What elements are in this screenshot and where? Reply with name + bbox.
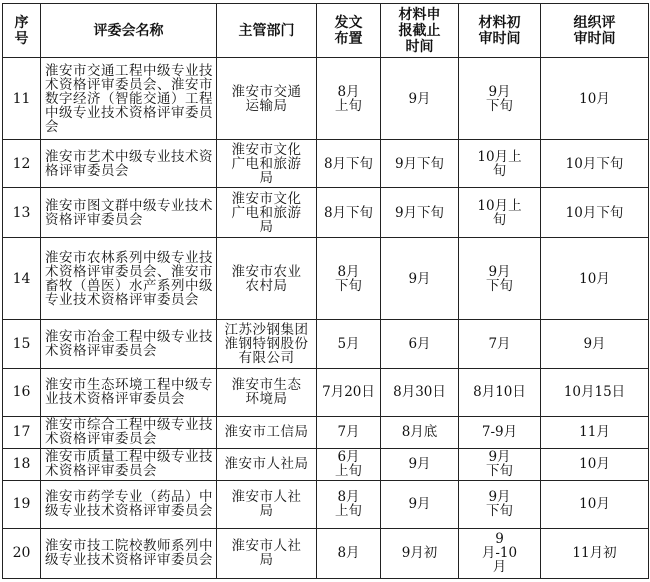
- row-review: 9月下旬: [459, 448, 541, 480]
- header-eval: 组织评审时间: [541, 4, 649, 58]
- row-issue: 7月20日: [317, 368, 381, 416]
- table-row: [3, 238, 649, 320]
- row-eval: 10月: [541, 58, 649, 140]
- row-review: 9月-10月: [459, 528, 541, 578]
- row-eval: 10月: [541, 448, 649, 480]
- row-review: 10月上旬: [459, 188, 541, 238]
- row-issue: 8月上旬: [317, 480, 381, 528]
- row-issue: 8月上旬: [317, 58, 381, 140]
- row-deadline: 9月: [381, 238, 459, 320]
- row-no: 18: [3, 448, 41, 480]
- row-review: 9月下旬: [459, 58, 541, 140]
- row-eval: 10月下旬: [541, 188, 649, 238]
- row-name: 淮安市药学专业（药品）中级专业技术资格评审委员会: [41, 480, 217, 528]
- table-row: [3, 368, 649, 416]
- row-no: 14: [3, 238, 41, 320]
- header-name: 评委会名称: [41, 4, 217, 58]
- table-row: [3, 480, 649, 528]
- row-dept: 淮安市人社局: [217, 480, 317, 528]
- row-no: 17: [3, 416, 41, 448]
- row-deadline: 8月30日: [381, 368, 459, 416]
- row-issue: 6月上旬: [317, 448, 381, 480]
- table-row: [3, 320, 649, 368]
- row-no: 13: [3, 188, 41, 238]
- header-review: 材料初审时间: [459, 4, 541, 58]
- row-deadline: 9月: [381, 480, 459, 528]
- table-row: [3, 58, 649, 140]
- row-name: 淮安市生态环境工程中级专业技术资格评审委员会: [41, 368, 217, 416]
- row-dept: 淮安市交通运输局: [217, 58, 317, 140]
- row-eval: 10月: [541, 238, 649, 320]
- table-row: [3, 528, 649, 578]
- row-deadline: 6月: [381, 320, 459, 368]
- row-dept: 淮安市工信局: [217, 416, 317, 448]
- row-no: 15: [3, 320, 41, 368]
- row-issue: 8月下旬: [317, 140, 381, 188]
- header-dept: 主管部门: [217, 4, 317, 58]
- row-issue: 5月: [317, 320, 381, 368]
- header-row: [3, 4, 649, 58]
- table-row: [3, 140, 649, 188]
- row-no: 16: [3, 368, 41, 416]
- row-name: 淮安市艺术中级专业技术资格评审委员会: [41, 140, 217, 188]
- row-dept: 淮安市人社局: [217, 448, 317, 480]
- row-review: 9月下旬: [459, 480, 541, 528]
- row-issue: 8月下旬: [317, 188, 381, 238]
- row-deadline: 9月初: [381, 528, 459, 578]
- row-no: 19: [3, 480, 41, 528]
- row-deadline: 9月: [381, 58, 459, 140]
- row-issue: 7月: [317, 416, 381, 448]
- row-dept: 淮安市人社局: [217, 528, 317, 578]
- row-deadline: 9月: [381, 448, 459, 480]
- row-review: 9月下旬: [459, 238, 541, 320]
- row-no: 20: [3, 528, 41, 578]
- header-no: 序号: [3, 4, 41, 58]
- row-dept: 淮安市生态环境局: [217, 368, 317, 416]
- row-dept: 江苏沙钢集团淮钢特钢股份有限公司: [217, 320, 317, 368]
- table-row: [3, 188, 649, 238]
- row-eval: 10月15日: [541, 368, 649, 416]
- row-issue: 8月下旬: [317, 238, 381, 320]
- row-dept: 淮安市文化广电和旅游局: [217, 140, 317, 188]
- row-issue: 8月: [317, 528, 381, 578]
- row-deadline: 9月下旬: [381, 188, 459, 238]
- row-deadline: 9月下旬: [381, 140, 459, 188]
- row-eval: 11月初: [541, 528, 649, 578]
- row-no: 12: [3, 140, 41, 188]
- table-row: [3, 416, 649, 448]
- row-name: 淮安市综合工程中级专业技术资格评审委员会: [41, 416, 217, 448]
- row-dept: 淮安市农业农村局: [217, 238, 317, 320]
- row-name: 淮安市图文群中级专业技术资格评审委员会: [41, 188, 217, 238]
- row-name: 淮安市质量工程中级专业技术资格评审委员会: [41, 448, 217, 480]
- row-no: 11: [3, 58, 41, 140]
- row-eval: 9月: [541, 320, 649, 368]
- row-dept: 淮安市文化广电和旅游局: [217, 188, 317, 238]
- header-deadline: 材料申报截止时间: [381, 4, 459, 58]
- row-name: 淮安市技工院校教师系列中级专业技术资格评审委员会: [41, 528, 217, 578]
- table-row: [3, 448, 649, 480]
- row-name: 淮安市冶金工程中级专业技术资格评审委员会: [41, 320, 217, 368]
- row-review: 8月10日: [459, 368, 541, 416]
- header-issue: 发文布置: [317, 4, 381, 58]
- row-eval: 11月: [541, 416, 649, 448]
- row-eval: 10月下旬: [541, 140, 649, 188]
- schedule-table: [2, 3, 649, 579]
- row-eval: 10月: [541, 480, 649, 528]
- row-review: 7月: [459, 320, 541, 368]
- row-name: 淮安市农林系列中级专业技术资格评审委员会、淮安市畜牧（兽医）水产系列中级专业技术资格评审委员会: [41, 238, 217, 320]
- row-deadline: 8月底: [381, 416, 459, 448]
- row-review: 7-9月: [459, 416, 541, 448]
- row-review: 10月上旬: [459, 140, 541, 188]
- row-name: 淮安市交通工程中级专业技术资格评审委员会、淮安市数字经济（智能交通）工程中级专业技术资格评审委员会: [41, 58, 217, 140]
